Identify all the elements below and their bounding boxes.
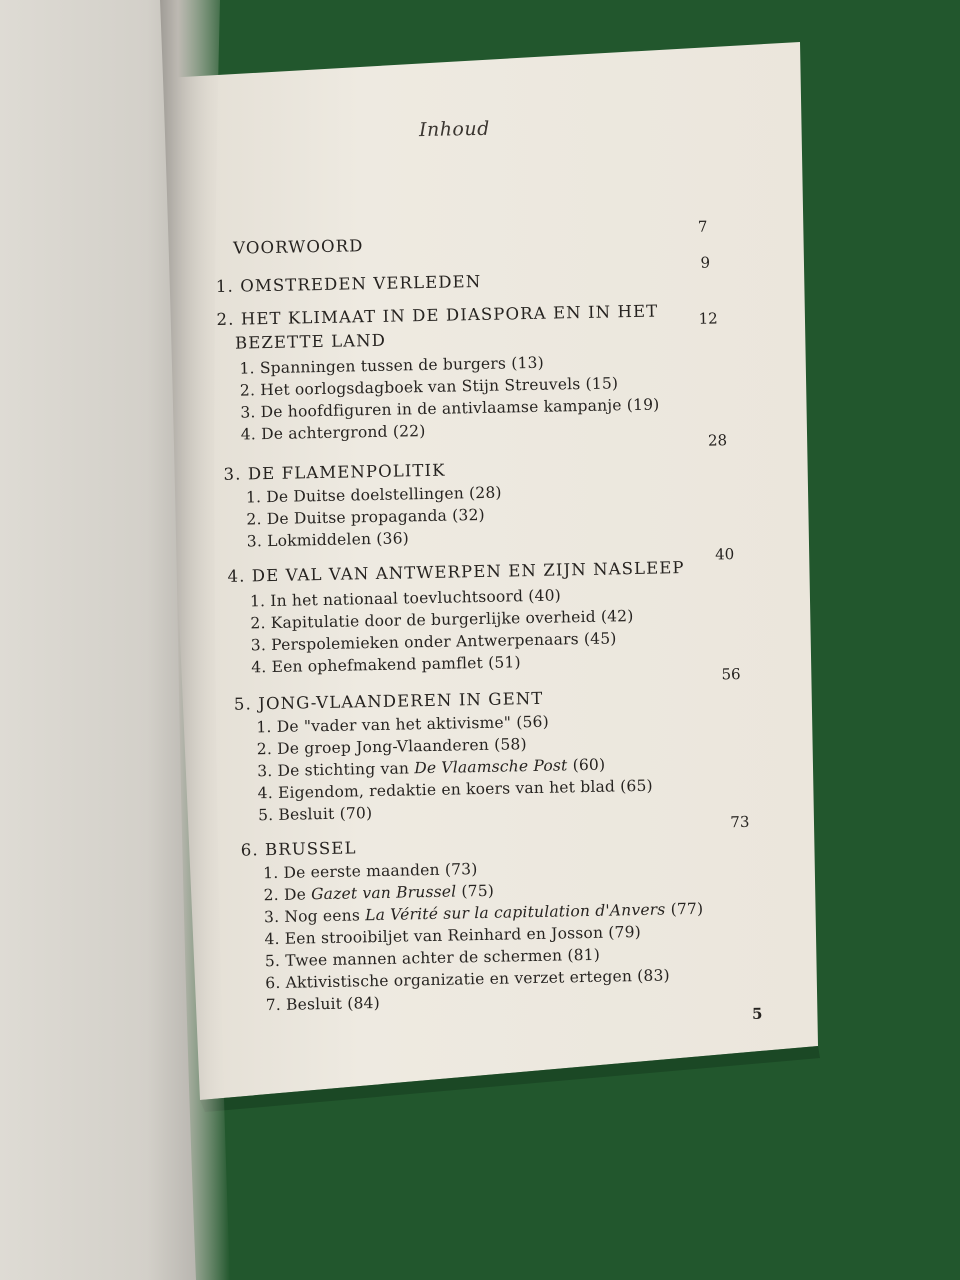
toc-subentry: 5. Besluit (70)	[257, 804, 373, 825]
toc-subentry: 3. Lokmiddelen (36)	[246, 529, 410, 551]
toc-subentry: 4. Eigendom, redaktie en koers van het blad (65)	[257, 776, 654, 803]
toc-subentry: 2. De groep Jong-Vlaanderen (58)	[256, 735, 527, 759]
toc-subentry: 5. Twee mannen achter de schermen (81)	[264, 945, 601, 971]
page-heading: Inhoud	[418, 117, 490, 142]
page-number: 9	[700, 253, 711, 272]
page-number: 7	[697, 217, 708, 236]
toc-subentry: 7. Besluit (84)	[265, 993, 381, 1015]
page-number: 40	[714, 545, 735, 564]
page-number: 56	[721, 665, 741, 684]
chapter-title: JONG-VLAANDEREN IN GENT	[258, 688, 544, 714]
toc-subentry: 2. Het oorlogsdagboek van Stijn Streuvels (15)	[239, 374, 619, 400]
toc-entry-voorwoord	[233, 236, 364, 257]
chapter-title: VOORWOORD	[233, 236, 364, 258]
chapter-title: DE VAL VAN ANTWERPEN EN ZIJN NASLEEP	[251, 558, 685, 586]
page-number: 28	[707, 431, 728, 450]
toc-subentry: 3. De hoofdfiguren in de antivlaamse kampanje (19)	[240, 395, 660, 422]
toc-entry-chapter-2	[216, 302, 658, 329]
chapter-title: DE FLAMENPOLITIK	[247, 460, 446, 484]
chapter-number: 3.	[223, 464, 242, 484]
chapter-number: 4.	[227, 566, 246, 586]
toc-entry-chapter-1	[216, 272, 482, 296]
toc-subentry: 3. Perspolemieken onder Antwerpenaars (45)	[250, 629, 617, 655]
chapter-number: 5.	[233, 694, 253, 714]
toc-subentry: 1. De eerste maanden (73)	[263, 860, 478, 883]
toc-entry-chapter-6	[241, 838, 357, 859]
folio-page-number: 5	[751, 1004, 763, 1023]
toc-entry-chapter-5	[234, 689, 544, 714]
page-number: 12	[698, 309, 718, 328]
toc-entry-chapter-3	[223, 461, 445, 484]
toc-entry-chapter-4	[227, 558, 684, 586]
toc-subentry: 2. De Gazet van Brussel (75)	[263, 881, 495, 905]
toc-subentry: 2. Kapitulatie door de burgerlijke overheid (42)	[250, 607, 634, 633]
toc-subentry: 4. De achtergrond (22)	[240, 422, 426, 444]
toc-subentry: 1. Spanningen tussen de burgers (13)	[239, 353, 545, 378]
toc-subentry: 3. De stichting van De Vlaamsche Post (60)	[257, 755, 606, 781]
chapter-title: OMSTREDEN VERLEDEN	[240, 271, 482, 296]
toc-entry-chapter-2-line2	[235, 331, 386, 353]
toc-subentry: 4. Een ophefmakend pamflet (51)	[251, 653, 521, 677]
chapter-number: 1.	[215, 276, 235, 297]
toc-subentry: 3. Nog eens La Vérité sur la capitulation d'Anvers (77)	[263, 899, 704, 927]
chapter-title: HET KLIMAAT IN DE DIASPORA EN IN HET	[240, 301, 659, 329]
toc-subentry: 1. De "vader van het aktivisme" (56)	[256, 712, 550, 737]
toc-subentry: 1. De Duitse doelstellingen (28)	[245, 483, 502, 507]
chapter-title-continued: BEZETTE LAND	[234, 330, 387, 353]
page-number: 73	[730, 812, 750, 832]
toc-subentry: 4. Een strooibiljet van Reinhard en Josson (79)	[264, 922, 642, 949]
toc-subentry: 1. In het nationaal toevluchtsoord (40)	[249, 586, 562, 611]
chapter-title: BRUSSEL	[264, 838, 357, 860]
chapter-number: 6.	[240, 840, 259, 860]
chapter-number: 2.	[216, 309, 235, 330]
toc-subentry: 2. De Duitse propaganda (32)	[246, 505, 485, 529]
toc-subentry: 6. Aktivistische organizatie en verzet ertegen (83)	[265, 966, 670, 993]
